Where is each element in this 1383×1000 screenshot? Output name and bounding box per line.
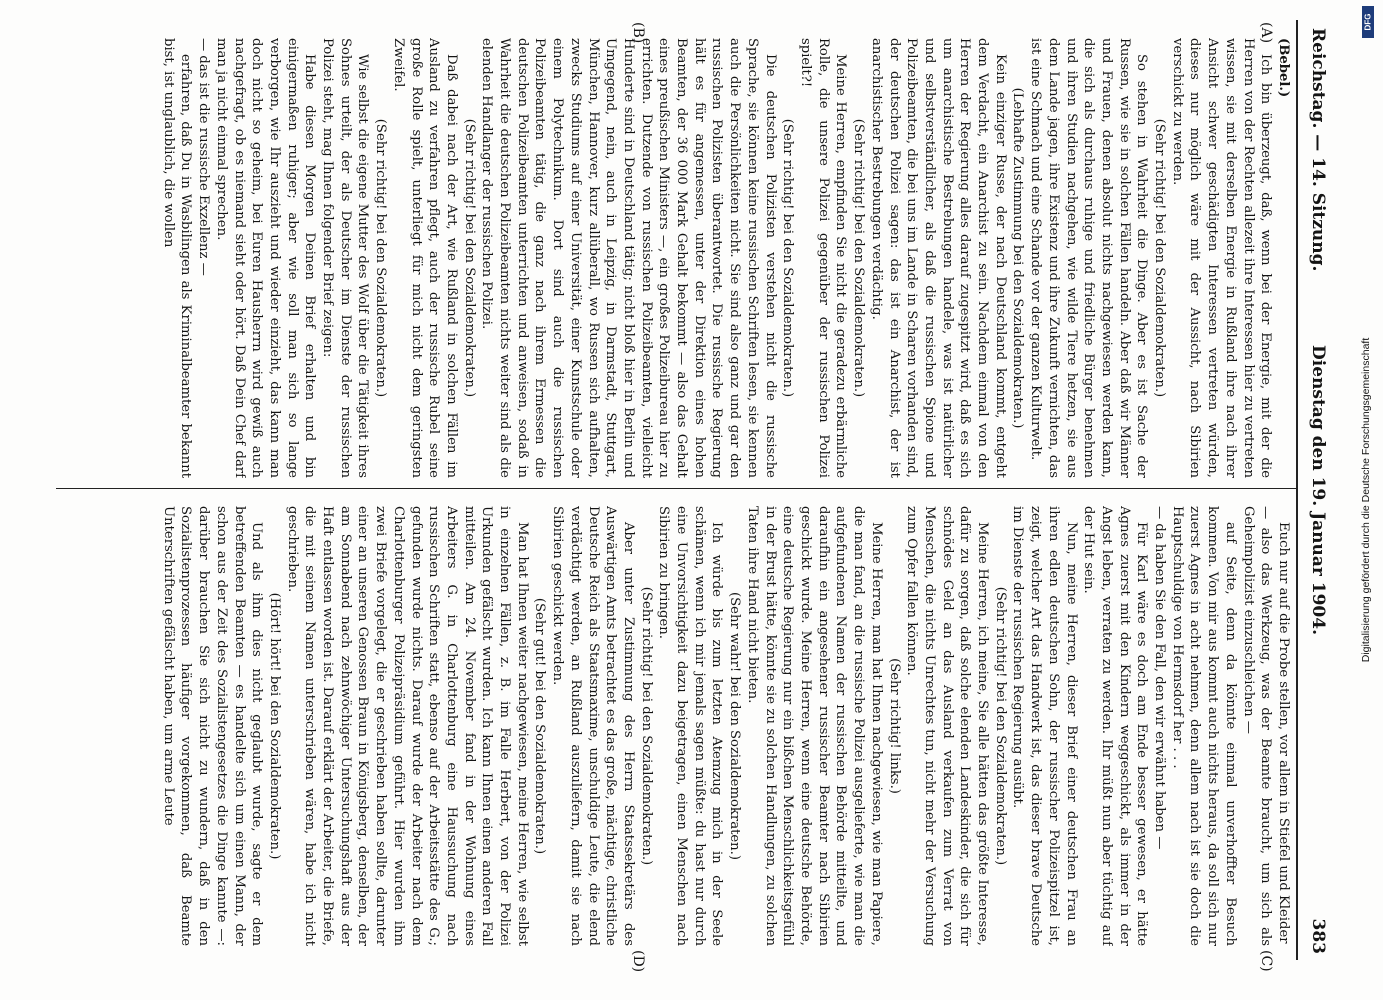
page-header xyxy=(1296,20,1336,960)
rotated-newspaper-page xyxy=(56,20,1336,973)
paragraph: Ich würde bis zum letzten Atemzug mich in der Seele schämen, wenn ich mir jemals sagen müßte: du hast nur durch eine Unvorsichtigkeit dazu beigetragen, einen Menschen nach Sibirien zu bringen. xyxy=(656,506,725,946)
margin-mark-d: (D) xyxy=(630,950,646,973)
paragraph: Euch nur auf die Probe stellen, vor allem in Stiefel und Kleider xyxy=(1276,522,1291,944)
interjection: (Sehr richtig! bei den Sozialdemokraten.) xyxy=(461,118,477,398)
dfg-logo: DFG xyxy=(1362,6,1374,38)
header-page-number: 383 xyxy=(1308,918,1328,954)
paragraph: Für Karl wäre es doch am Ende besser gewesen, er hätte Agnes zuerst mit den Kindern weggeschickt, als immer in der Angst leben, verraten zu werden. Ihr müßt nun aber tüchtig auf der Hut sein. xyxy=(1081,506,1150,946)
interjection: (Sehr richtig! links.) xyxy=(886,658,902,794)
interjection: (Sehr richtig! bei den Sozialdemokraten.) xyxy=(851,118,867,398)
interjection: (Sehr richtig! bei den Sozialdemokraten.) xyxy=(1152,118,1168,398)
paragraph: Meine Herren, man hat Ihnen nachgewiesen, wie man Papiere, die man fand, an die russische Polizei ausgelieferte, wie man die aufgefundenen Namen der russischen Behörde mitteilte, und daraufhin ein angesehener russischer Beamter nach Sibirien geschickt wurde. Meine Herren, wenn eine deutsche Behörde, eine deutsche Regierung nur ein bißchen Menschlichkeitsgefühl in der Brust hätte, könnte sie zu solchen Handlungen, zu solchen Taten ihre Hand nicht bieten. xyxy=(744,506,884,946)
interjection: (Sehr richtig! bei den Sozialdemokraten.) xyxy=(992,586,1008,866)
header-left: Reichstag. — 14. Sitzung. xyxy=(1308,28,1328,272)
paragraph: Die deutschen Polizisten verstehen nicht die russische Sprache, sie können keine russischen Schriften lesen, sie kennen auch die Persönlichkeiten nicht. Sie sind also ganz und gar den russischen Polizisten überantwortet. Die russische Regierung hält es für angemessen, unter der Direktion eines hohen Beamten, der 36 000 Mark Gehalt bekommt — also das Gehalt eines preußischen Ministers —, ein großes Polizeibureau hier zu errichten. Dutzende von russischen Polizeibeamten, vielleicht Hunderte sind in Deutschland tätig; nicht bloß hier in Berlin und Umgegend, nein, auch in Leipzig, in Darmstadt, Stuttgart, München, Hannover, kurz allüberall, wo Russen sich aufhalten, zwecks Studiums auf einer Universität, einer Kunstschule oder einem Polytechnikum. Dort sind auch die russischen Polizeibeamten tätig, die ganz nach ihrem Ermessen die deutschen Polizeibeamten unterrichten und anweisen, sodaß in Wahrheit die deutschen Polizeibeamten nichts weiter sind als die elenden Handlanger der russischen Polizei. xyxy=(479,38,778,478)
paragraph: auf Seite, denn da könnte einmal unverhoffter Besuch kommen. Von mir aus kommt auch nichts heraus, da soll sich nur zuerst Agnes in acht nehmen, denn allem nach ist sie doch die Hauptschuldige von Hermsdorf her . . . xyxy=(1169,506,1238,946)
inserted-remark: — da haben Sie den Fall, den wir erwähnt haben — xyxy=(1152,506,1168,850)
paragraph: So stehen in Wahrheit die Dinge. Aber es ist Sache der Russen, wie sie in solchen Fällen handeln. Aber daß wir Männer und Frauen, denen absolut nichts nachgewiesen werden kann, die sich als durchaus ruhige und friedliche Bürger benehmen und ihren Studien nachgehen, wie wilde Tiere hetzen, sie aus dem Lande jagen, ihre Existenz und ihre Zukunft vernichten, das ist eine Schmach und eine Schande vor der ganzen Kulturwelt. xyxy=(1028,38,1150,478)
speaker-label: (Bebel.) xyxy=(1276,38,1291,98)
paragraph: Ich bin überzeugt, daß, wenn bei der Energie, mit der die Herren von der Rechten allezeit ihre Interessen hier zu vertreten wissen, sie mit derselben Energie in Rußland ihre nach ihrer Ansicht schwer geschädigten Interessen vertreten würden, dieses nur möglich wäre mit der Aussicht, nach Sibirien verschickt zu werden. xyxy=(1169,38,1274,478)
paragraph: Wie selbst die eigene Mutter des Wolf über die Tätigkeit ihres Sohnes urteilt, der als Deutscher im Dienste der russischen Polizei steht, mag Ihnen folgender Brief zeigen: xyxy=(320,38,371,478)
header-center: Dienstag den 19. Januar 1904. xyxy=(1308,345,1328,635)
paragraph: Man hat Ihnen weiter nachgewiesen, meine Herren, wie selbst in einzelnen Fällen, z. B. im Falle Herbert, von der Polizei Urkunden gefälscht wurden. Ich kann Ihnen einen anderen Fall mitteilen. Am 24. November fand in der Wohnung eines Arbeiters G. in Charlottenburg eine Haussuchung nach russischen Schriften statt, ebenso auf der Arbeitsstätte des G.; gefunden wurde nichts. Darauf wurde der Arbeiter nach dem Charlottenburger Polizeipräsidium geführt. Hier wurden ihm zwei Briefe vorgelegt, die er geschrieben haben sollte, darunter einer an unseren Genossen Braun in Königsberg, denselben, der am Sonnabend nach zehnwöchiger Untersuchungshaft aus der Haft entlassen worden ist. Darauf erklärt der Arbeiter, die Briefe, die mit seinem Namen unterschrieben wären, habe ich nicht geschrieben. xyxy=(284,506,530,946)
margin-mark-c: (C) xyxy=(1258,950,1274,972)
margin-mark-b: (B) xyxy=(630,22,646,44)
margin-mark-a: (A) xyxy=(1258,22,1274,44)
paragraph: Meine Herren, ich meine, Sie alle hätten das größte Interesse, dafür zu sorgen, daß solche elenden Landeskinder, die sich für schnödes Geld an das Ausland verkaufen zum Verrat von Menschen, die nichts Unrechtes tun, nicht mehr der Versuchung zum Opfer fallen können. xyxy=(904,506,991,946)
inserted-remark: — das ist die russische Exzellenz — xyxy=(196,38,212,276)
paragraph: Kein einziger Russe, der nach Deutschland kommt, entgeht dem Verdacht, ein Anarchist zu sein. Nachdem einmal von den Herren der Regierung alles darauf zugespitzt wird, daß es sich um anarchistische Bestrebungen handele, was ist natürlicher und selbstverständlicher, als daß die russischen Spione und Polizeibeamten, die bei uns im Lande in Scharen vorhanden sind, der deutschen Polizei sagen: das ist ein Anarchist, der ist anarchistischer Bestrebungen verdächtig. xyxy=(868,38,1008,478)
paragraph: Aber unter Zustimmung des Herrn Staatssekretärs des Auswärtigen Amts betrachtet es das große, mächtige, christliche Deutsche Reich als Staatsmaxime, unschuldige Leute, die elend verdächtigt werden, an Rußland auszuliefern, damit sie nach Sibirien geschickt werden. xyxy=(550,506,636,946)
interjection: (Hört! hört! bei den Sozialdemokraten.) xyxy=(266,592,282,860)
paragraph: Habe diesen Morgen Deinen Brief erhalten und bin einigermaßen ruhiger; aber wie soll man sich so lange verborgen, wie Ihr auszieht und wieder einzieht, das kann man doch nicht so geheim, bei Euren Hausherrn wird gewiß auch nachgefragt, ob es niemand sieht oder hört. Daß Dein Chef darf man ja nicht einmal sprechen. xyxy=(213,38,318,478)
right-text-column xyxy=(66,506,1292,946)
inserted-remark: — also das Werkzeug, was der Beamte braucht, um sich als Geheimpolizist einzuschleichen — xyxy=(1240,506,1274,946)
paragraph: Und als ihm dies nicht geglaubt wurde, sagte er dem betreffenden Beamten — es handelte sich um einen Mann, der schon aus der Zeit des Sozialistengesetzes die Dinge kannte —: darüber brauchen Sie sich nicht zu wundern, daß in den Sozialistenprozessen häufiger vorgekommen, daß Beamte Unterschriften gefälscht haben, um arme Leute xyxy=(160,506,265,946)
left-text-column xyxy=(66,38,1292,478)
paragraph: Daß dabei nach der Art, wie Rußland in solchen Fällen im Ausland zu verfahren pflegt, auch der russische Rubel seine große Rolle spielt, unterliegt für mich nicht dem geringsten Zweifel. xyxy=(390,38,459,478)
paragraph: erfahren, daß Du in Wasbilingen als Kriminalbeamter bekannt bist, ist unglaublich, die wollen xyxy=(160,38,194,478)
interjection: (Sehr wahr! bei den Sozialdemokraten.) xyxy=(727,592,743,860)
column-divider xyxy=(56,488,1296,489)
paragraph: Meine Herren, empfinden Sie nicht die geradezu erbärmliche Rolle, die unsere Polizei gegenüber der russischen Polizei spielt?! xyxy=(798,38,849,478)
header-rule xyxy=(1296,20,1298,960)
interjection: (Sehr richtig! bei den Sozialdemokraten.) xyxy=(780,118,796,398)
interjection: (Sehr gut! bei den Sozialdemokraten.) xyxy=(532,597,548,855)
interjection: (Lebhafte Zustimmung bei den Sozialdemokraten.) xyxy=(1010,87,1026,429)
interjection: (Sehr richtig! bei den Sozialdemokraten.) xyxy=(638,586,654,866)
interjection: (Sehr richtig! bei den Sozialdemokraten.) xyxy=(373,118,389,398)
paragraph: Nun, meine Herren, dieser Brief einer deutschen Frau an ihren edlen deutschen Sohn, der russischer Polizeispitzel ist, zeigt, welcher Art das Handwerk ist, das dieser brave Deutsche im Dienste der russischen Regierung ausübt. xyxy=(1010,506,1079,946)
digitization-caption: Digitalisierung gefördert durch die Deutsche Forschungsgemeinschaft xyxy=(1360,337,1372,663)
